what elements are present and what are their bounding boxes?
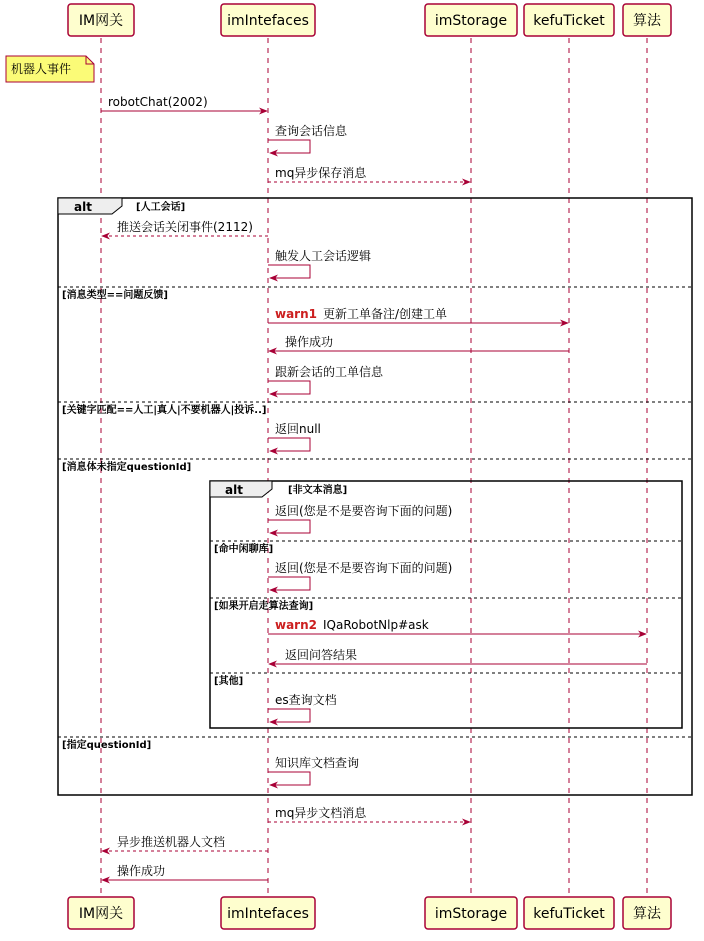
note-robot-event [6,56,94,82]
fragment-guard: [其他] [214,676,244,687]
participant-gw [68,4,134,36]
participant-stor [425,4,517,36]
alt-fragment-outer [58,198,692,795]
participant-ifc-bottom [221,897,315,929]
message-arrow [268,618,646,634]
message-label: mq异步文档消息 [275,806,367,820]
message-label: 返回问答结果 [285,648,358,662]
message-label: 跟新会话的工单信息 [275,365,384,379]
message-arrow [102,834,268,851]
message-label: IQaRobotNlp#ask [323,618,429,632]
message-self [268,422,321,451]
participant-label: kefuTicket [533,906,605,922]
participant-stor-bottom [425,897,517,929]
participant-gw-bottom [68,897,134,929]
message-self [268,248,371,278]
message-label: 推送会话关闭事件(2112) [117,220,253,234]
fragment-guard: [非文本消息] [288,485,348,496]
participant-ifc [221,4,315,36]
participant-algo [623,4,671,36]
message-self [268,560,452,590]
message-label: 触发人工会话逻辑 [275,249,372,263]
message-self [268,364,384,394]
participants-bottom [68,897,671,929]
alt-fragment-inner [210,481,682,728]
message-self [268,692,337,722]
message-arrow [268,805,470,822]
participant-label: kefuTicket [533,13,605,29]
message-label: es查询文档 [275,693,337,707]
message-label: 返回(您是不是要咨询下面的问题) [275,561,453,575]
message-label: 操作成功 [117,864,166,878]
message-label: mq异步保存消息 [275,166,367,180]
message-self [268,123,348,153]
fragment-guard: [指定questionId] [62,740,152,751]
message-label: robotChat(2002) [108,95,208,109]
message-arrow [268,165,470,182]
message-label: 异步推送机器人文档 [117,835,226,849]
message-label: 知识库文档查询 [275,756,360,770]
participant-label: imStorage [434,13,508,29]
warn-tag: warn2 [275,618,317,632]
participant-label: IM网关 [78,906,124,922]
message-self [268,503,452,533]
participant-label: imStorage [434,906,508,922]
fragment-keyword: alt [225,483,243,497]
message-label: 操作成功 [285,335,334,349]
message-arrow [102,863,268,880]
participant-label: IM网关 [78,13,124,29]
participant-label: imIntefaces [227,906,309,922]
fragment-guard: [消息类型==问题反馈] [62,290,168,301]
message-arrow [101,95,267,111]
fragment-guard: [命中闲聊库] [214,544,274,555]
message-label: 更新工单备注/创建工单 [323,307,448,321]
warn-tag: warn1 [275,307,317,321]
fragment-guard: [人工会话] [136,202,186,213]
fragment-guard: [如果开启走算法查询] [214,601,314,612]
message-arrow [268,306,568,323]
message-label: 返回(您是不是要咨询下面的问题) [275,504,453,518]
message-arrow [102,219,268,236]
message-self [268,755,359,785]
message-label: 返回null [275,422,321,436]
fragment-guard: [消息体未指定questionId] [62,462,192,473]
participant-label: 算法 [633,13,661,29]
participant-algo-bottom [623,897,671,929]
participants-top [68,4,671,36]
participant-label: 算法 [633,906,661,922]
participant-kefu-bottom [524,897,614,929]
message-arrow [269,334,569,351]
fragment-guard: [关键字匹配==人工|真人|不要机器人|投诉..] [62,405,267,416]
participant-label: imIntefaces [227,13,309,29]
message-label: 查询会话信息 [275,124,348,138]
fragment-keyword: alt [74,200,92,214]
participant-kefu [524,4,614,36]
note-text: 机器人事件 [11,62,72,76]
message-arrow [269,647,647,664]
